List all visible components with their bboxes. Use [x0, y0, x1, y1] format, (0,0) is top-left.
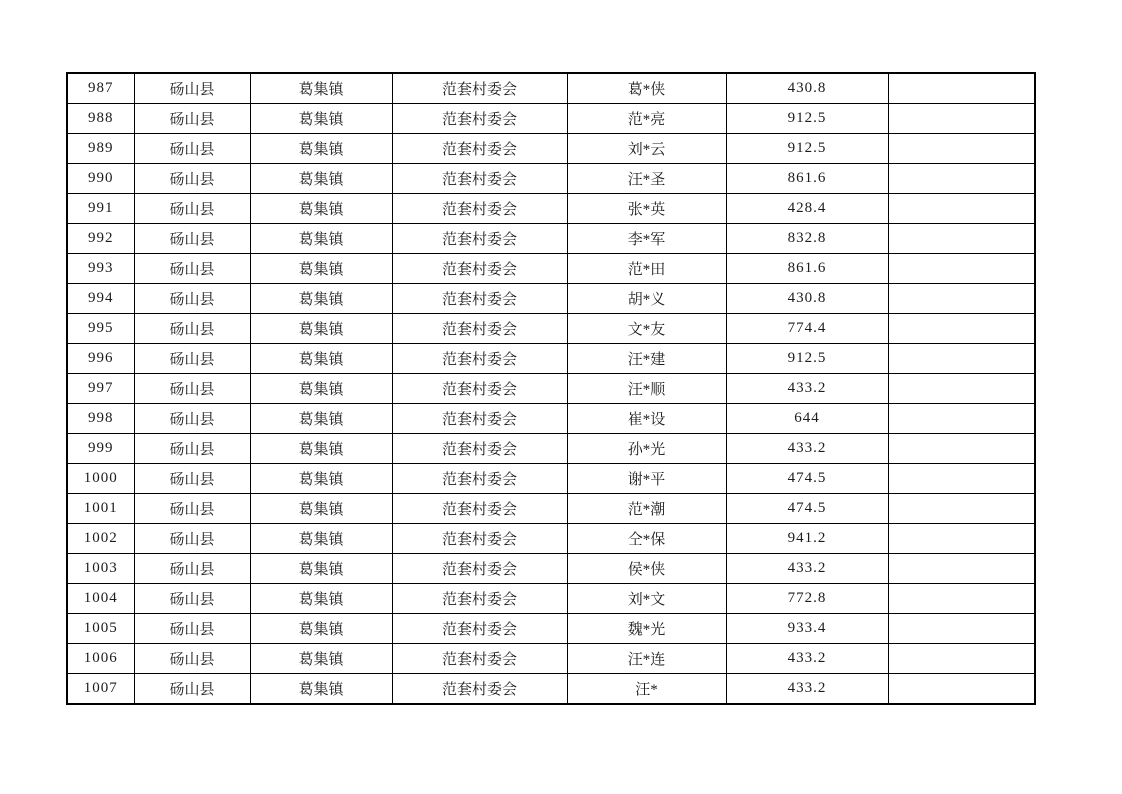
cell-amount: 430.8 — [726, 283, 888, 313]
cell-amount: 912.5 — [726, 134, 888, 164]
cell-town: 葛集镇 — [250, 583, 392, 613]
cell-amount: 772.8 — [726, 583, 888, 613]
cell-amount: 861.6 — [726, 254, 888, 284]
cell-village: 范套村委会 — [392, 403, 567, 433]
table-row — [67, 583, 1035, 613]
cell-town: 葛集镇 — [250, 134, 392, 164]
table-row — [67, 673, 1035, 704]
table-row — [67, 613, 1035, 643]
cell-index: 991 — [67, 194, 134, 224]
cell-town: 葛集镇 — [250, 194, 392, 224]
cell-remark — [888, 583, 1035, 613]
cell-index: 999 — [67, 433, 134, 463]
cell-amount: 774.4 — [726, 313, 888, 343]
cell-name: 范*田 — [567, 254, 726, 284]
cell-village: 范套村委会 — [392, 104, 567, 134]
cell-name: 崔*设 — [567, 403, 726, 433]
table-row — [67, 433, 1035, 463]
cell-remark — [888, 224, 1035, 254]
cell-town: 葛集镇 — [250, 643, 392, 673]
cell-name: 汪*顺 — [567, 373, 726, 403]
cell-index: 1006 — [67, 643, 134, 673]
cell-amount: 912.5 — [726, 104, 888, 134]
cell-amount: 912.5 — [726, 343, 888, 373]
table-row — [67, 523, 1035, 553]
cell-village: 范套村委会 — [392, 523, 567, 553]
cell-amount: 433.2 — [726, 553, 888, 583]
cell-remark — [888, 343, 1035, 373]
table-row — [67, 463, 1035, 493]
cell-county: 砀山县 — [134, 673, 250, 704]
table-row — [67, 343, 1035, 373]
table-row — [67, 194, 1035, 224]
cell-remark — [888, 283, 1035, 313]
cell-amount: 933.4 — [726, 613, 888, 643]
cell-name: 汪*建 — [567, 343, 726, 373]
cell-town: 葛集镇 — [250, 373, 392, 403]
cell-town: 葛集镇 — [250, 553, 392, 583]
cell-remark — [888, 553, 1035, 583]
cell-town: 葛集镇 — [250, 463, 392, 493]
cell-index: 1005 — [67, 613, 134, 643]
cell-name: 范*潮 — [567, 493, 726, 523]
cell-index: 993 — [67, 254, 134, 284]
cell-village: 范套村委会 — [392, 164, 567, 194]
cell-town: 葛集镇 — [250, 673, 392, 704]
cell-county: 砀山县 — [134, 254, 250, 284]
cell-town: 葛集镇 — [250, 104, 392, 134]
cell-amount: 644 — [726, 403, 888, 433]
cell-name: 谢*平 — [567, 463, 726, 493]
cell-amount: 941.2 — [726, 523, 888, 553]
cell-county: 砀山县 — [134, 104, 250, 134]
cell-county: 砀山县 — [134, 553, 250, 583]
cell-county: 砀山县 — [134, 134, 250, 164]
cell-amount: 474.5 — [726, 463, 888, 493]
cell-index: 996 — [67, 343, 134, 373]
cell-town: 葛集镇 — [250, 403, 392, 433]
cell-county: 砀山县 — [134, 313, 250, 343]
cell-county: 砀山县 — [134, 613, 250, 643]
cell-remark — [888, 643, 1035, 673]
cell-village: 范套村委会 — [392, 463, 567, 493]
cell-village: 范套村委会 — [392, 643, 567, 673]
cell-remark — [888, 493, 1035, 523]
cell-name: 仝*保 — [567, 523, 726, 553]
cell-name: 汪*连 — [567, 643, 726, 673]
cell-amount: 474.5 — [726, 493, 888, 523]
cell-village: 范套村委会 — [392, 313, 567, 343]
table-row — [67, 104, 1035, 134]
cell-town: 葛集镇 — [250, 73, 392, 104]
cell-village: 范套村委会 — [392, 613, 567, 643]
cell-village: 范套村委会 — [392, 433, 567, 463]
cell-remark — [888, 613, 1035, 643]
cell-remark — [888, 403, 1035, 433]
table-row — [67, 224, 1035, 254]
table-row — [67, 373, 1035, 403]
cell-county: 砀山县 — [134, 523, 250, 553]
cell-village: 范套村委会 — [392, 73, 567, 104]
table-row — [67, 164, 1035, 194]
cell-index: 997 — [67, 373, 134, 403]
cell-town: 葛集镇 — [250, 343, 392, 373]
cell-town: 葛集镇 — [250, 313, 392, 343]
table-row — [67, 493, 1035, 523]
cell-remark — [888, 73, 1035, 104]
cell-village: 范套村委会 — [392, 224, 567, 254]
cell-index: 994 — [67, 283, 134, 313]
cell-town: 葛集镇 — [250, 254, 392, 284]
cell-remark — [888, 523, 1035, 553]
cell-index: 989 — [67, 134, 134, 164]
cell-town: 葛集镇 — [250, 613, 392, 643]
cell-county: 砀山县 — [134, 194, 250, 224]
cell-county: 砀山县 — [134, 493, 250, 523]
cell-county: 砀山县 — [134, 373, 250, 403]
cell-name: 汪*圣 — [567, 164, 726, 194]
cell-amount: 433.2 — [726, 433, 888, 463]
cell-town: 葛集镇 — [250, 224, 392, 254]
table-row — [67, 283, 1035, 313]
cell-index: 995 — [67, 313, 134, 343]
table-row — [67, 254, 1035, 284]
cell-village: 范套村委会 — [392, 583, 567, 613]
table-row — [67, 313, 1035, 343]
cell-county: 砀山县 — [134, 433, 250, 463]
cell-name: 文*友 — [567, 313, 726, 343]
cell-index: 988 — [67, 104, 134, 134]
cell-name: 胡*义 — [567, 283, 726, 313]
cell-amount: 832.8 — [726, 224, 888, 254]
cell-village: 范套村委会 — [392, 254, 567, 284]
cell-remark — [888, 164, 1035, 194]
cell-amount: 433.2 — [726, 673, 888, 704]
cell-county: 砀山县 — [134, 164, 250, 194]
cell-name: 魏*光 — [567, 613, 726, 643]
cell-remark — [888, 194, 1035, 224]
cell-village: 范套村委会 — [392, 283, 567, 313]
cell-amount: 430.8 — [726, 73, 888, 104]
table-body — [67, 73, 1035, 704]
cell-name: 葛*侠 — [567, 73, 726, 104]
cell-index: 992 — [67, 224, 134, 254]
cell-county: 砀山县 — [134, 463, 250, 493]
cell-amount: 433.2 — [726, 643, 888, 673]
cell-county: 砀山县 — [134, 343, 250, 373]
cell-village: 范套村委会 — [392, 343, 567, 373]
cell-index: 998 — [67, 403, 134, 433]
cell-town: 葛集镇 — [250, 523, 392, 553]
cell-name: 汪* — [567, 673, 726, 704]
cell-index: 1004 — [67, 583, 134, 613]
cell-remark — [888, 254, 1035, 284]
cell-county: 砀山县 — [134, 283, 250, 313]
cell-index: 987 — [67, 73, 134, 104]
cell-village: 范套村委会 — [392, 134, 567, 164]
cell-remark — [888, 313, 1035, 343]
table-row — [67, 403, 1035, 433]
cell-village: 范套村委会 — [392, 194, 567, 224]
cell-index: 1000 — [67, 463, 134, 493]
beneficiary-table — [66, 72, 1036, 705]
cell-village: 范套村委会 — [392, 373, 567, 403]
cell-amount: 861.6 — [726, 164, 888, 194]
cell-index: 1002 — [67, 523, 134, 553]
cell-name: 侯*侠 — [567, 553, 726, 583]
table-row — [67, 134, 1035, 164]
cell-village: 范套村委会 — [392, 553, 567, 583]
cell-index: 990 — [67, 164, 134, 194]
cell-county: 砀山县 — [134, 73, 250, 104]
cell-remark — [888, 673, 1035, 704]
cell-remark — [888, 373, 1035, 403]
cell-town: 葛集镇 — [250, 493, 392, 523]
cell-remark — [888, 463, 1035, 493]
cell-name: 刘*文 — [567, 583, 726, 613]
table-row — [67, 73, 1035, 104]
cell-county: 砀山县 — [134, 583, 250, 613]
cell-index: 1007 — [67, 673, 134, 704]
cell-village: 范套村委会 — [392, 493, 567, 523]
cell-name: 范*亮 — [567, 104, 726, 134]
cell-remark — [888, 433, 1035, 463]
table-row — [67, 553, 1035, 583]
cell-index: 1001 — [67, 493, 134, 523]
cell-amount: 433.2 — [726, 373, 888, 403]
cell-village: 范套村委会 — [392, 673, 567, 704]
cell-town: 葛集镇 — [250, 283, 392, 313]
cell-name: 孙*光 — [567, 433, 726, 463]
cell-remark — [888, 134, 1035, 164]
cell-county: 砀山县 — [134, 224, 250, 254]
cell-amount: 428.4 — [726, 194, 888, 224]
cell-name: 刘*云 — [567, 134, 726, 164]
cell-county: 砀山县 — [134, 403, 250, 433]
table-row — [67, 643, 1035, 673]
cell-town: 葛集镇 — [250, 433, 392, 463]
cell-name: 李*军 — [567, 224, 726, 254]
cell-index: 1003 — [67, 553, 134, 583]
cell-town: 葛集镇 — [250, 164, 392, 194]
cell-remark — [888, 104, 1035, 134]
cell-name: 张*英 — [567, 194, 726, 224]
cell-county: 砀山县 — [134, 643, 250, 673]
